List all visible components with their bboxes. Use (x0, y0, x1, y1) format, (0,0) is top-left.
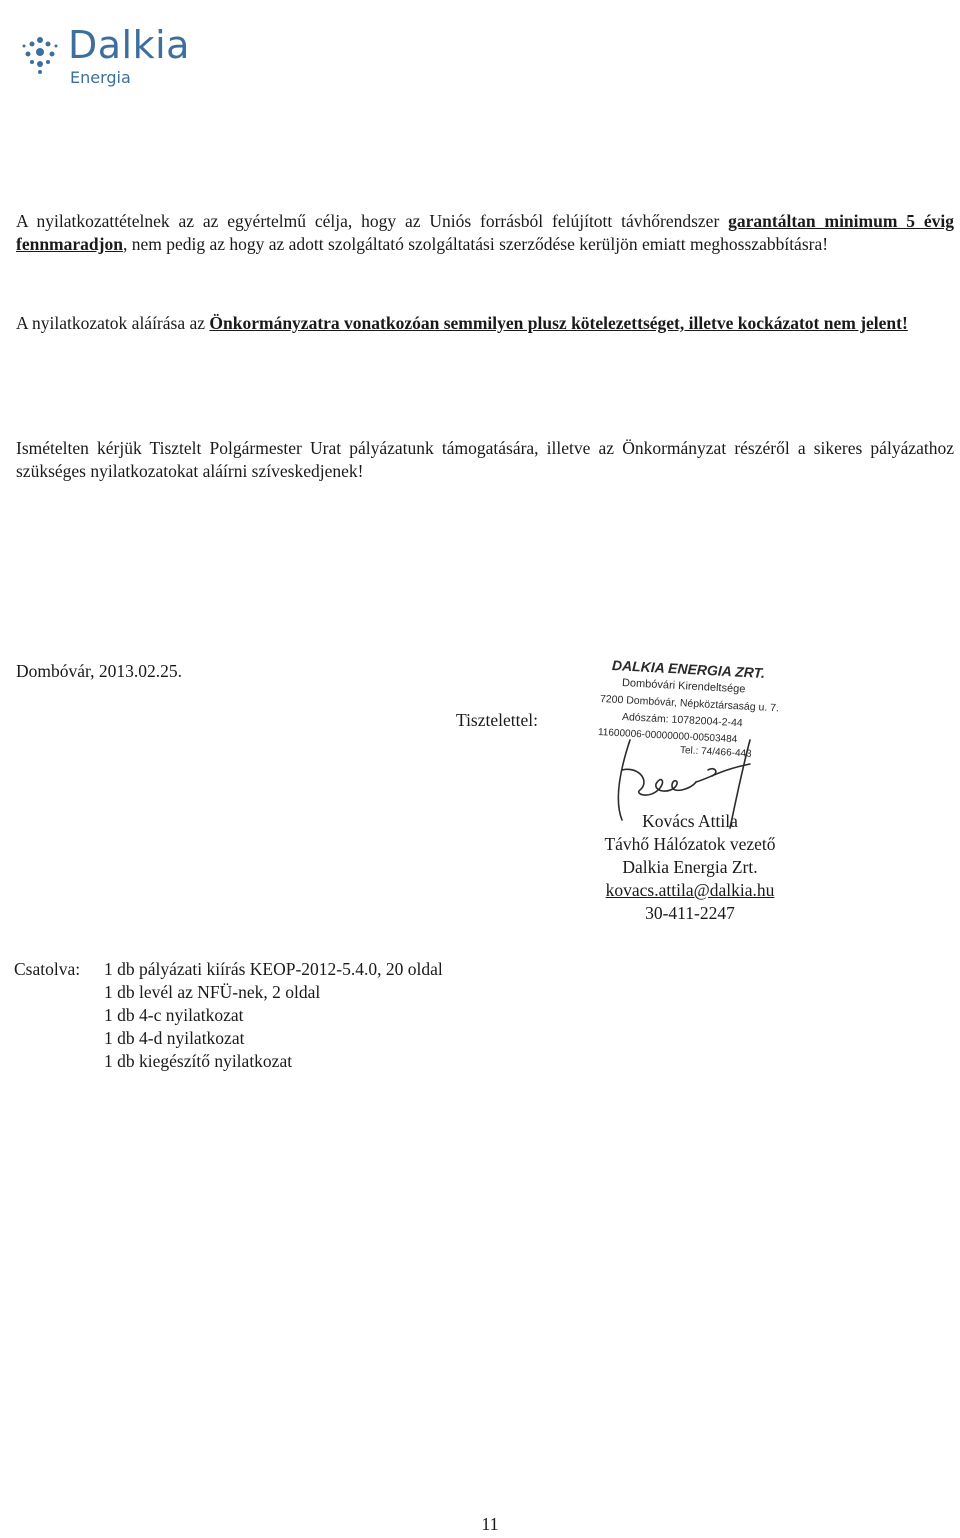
paragraph-no-obligation-emphasis: Önkormányzatra vonatkozóan semmilyen plusz kötelezettséget, illetve kockázatot nem jelent! (209, 313, 908, 333)
place-date: Dombóvár, 2013.02.25. (16, 661, 183, 681)
signatory-title: Távhő Hálózatok vezető (604, 834, 776, 854)
stamp-line: Tel.: 74/466-443 (679, 745, 752, 760)
list-item (14, 1027, 443, 1050)
signatory-email-link[interactable]: kovacs.attila@dalkia.hu (605, 880, 775, 900)
company-logo (18, 22, 218, 92)
signatory-name: Kovács Attila (642, 811, 738, 831)
attachments-list (14, 958, 443, 1073)
logo-wordmark: Dalkia (68, 23, 190, 67)
logo-subtitle: Energia (70, 68, 131, 87)
paragraph-no-obligation (16, 312, 954, 335)
attachment-item: 1 db 4-c nyilatkozat (104, 1005, 244, 1025)
paragraph-purpose-text-1: A nyilatkozattételnek az az egyértelmű célja, hogy az Uniós forrásból felújított távhőrendszer (16, 211, 729, 231)
list-item (14, 1050, 443, 1073)
attachment-item: 1 db 4-d nyilatkozat (104, 1028, 245, 1048)
logo-dots-icon (18, 32, 62, 76)
attachment-item: 1 db levél az NFÜ-nek, 2 oldal (104, 982, 321, 1002)
attachments-label: Csatolva: (14, 959, 81, 979)
signatory-company: Dalkia Energia Zrt. (622, 857, 758, 877)
signatory-block (560, 810, 820, 925)
signatory-phone: 30-411-2247 (645, 903, 735, 923)
paragraph-purpose-emphasis: garantáltan minimum 5 évig fennmaradjon (16, 211, 954, 254)
attachment-item: 1 db kiegészítő nyilatkozat (104, 1051, 293, 1071)
list-item (14, 958, 443, 981)
stamp-line: Adószám: 10782004-2-44 (621, 711, 743, 730)
stamp-line: 11600006-00000000-00503484 (597, 727, 738, 746)
page-number: 11 (481, 1514, 499, 1534)
list-item (14, 981, 443, 1004)
list-item (14, 1004, 443, 1027)
closing-greeting: Tisztelettel: (456, 710, 538, 730)
paragraph-purpose-text-2: , nem pedig az hogy az adott szolgáltató szolgáltatási szerződése kerüljön emiatt meghosszabbításra! (122, 234, 829, 254)
paragraph-no-obligation-text: A nyilatkozatok aláírása az (16, 313, 210, 333)
stamp-line: 7200 Dombóvár, Népköztársaság u. 7. (599, 693, 780, 715)
paragraph-request: Ismételten kérjük Tisztelt Polgármester Urat pályázatunk támogatására, illetve az Önkormányzat részéről a sikeres pályázathoz szükséges nyilatkozatokat aláírni szíveskedjenek! (16, 438, 954, 481)
paragraph-purpose (16, 210, 954, 256)
stamp-line: DALKIA ENERGIA ZRT. (611, 657, 766, 682)
stamp-line: Dombóvári Kirendeltsége (621, 677, 746, 696)
attachment-item: 1 db pályázati kiírás KEOP-2012-5.4.0, 20 oldal (104, 959, 443, 979)
